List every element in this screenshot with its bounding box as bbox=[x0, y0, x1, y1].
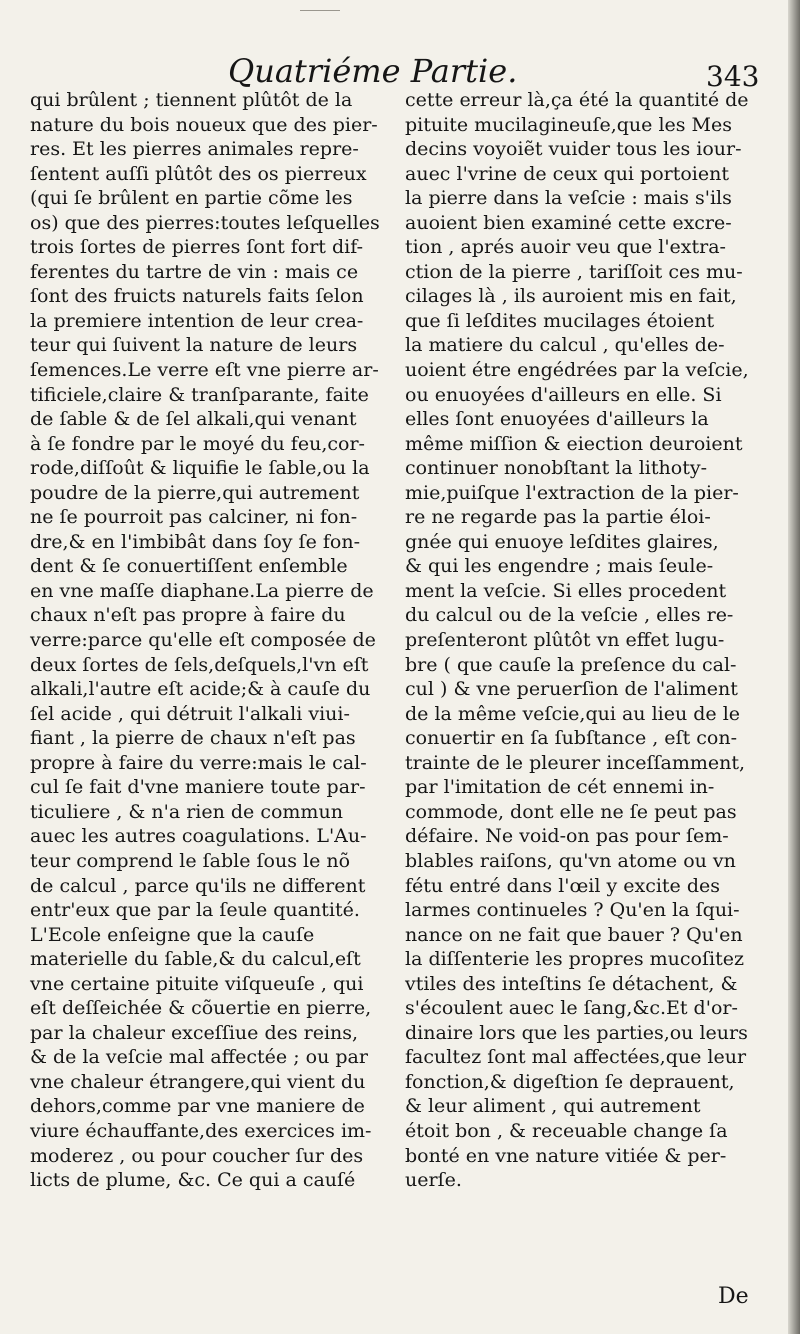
left-column-line: eſt deſſeichée & cõuertie en pierre, bbox=[30, 997, 372, 1020]
left-column-line: qui brûlent ; tiennent plûtôt de la bbox=[30, 89, 353, 111]
right-column-line: trainte de le pleurer inceſſamment, bbox=[405, 751, 746, 774]
right-column-line: vtiles des inteſtins ſe détachent, & bbox=[405, 972, 738, 995]
left-column-line: L'Ecole enſeigne que la cauſe bbox=[30, 923, 315, 946]
left-column-line: verre:parce qu'elle eſt composée de bbox=[30, 629, 376, 652]
left-column-line: auec les autres coagulations. L'Au- bbox=[30, 825, 367, 848]
right-column-line: s'écoulent auec le ſang,&c.Et d'or- bbox=[405, 997, 738, 1020]
right-column-line: bre ( que cauſe la preſence du cal- bbox=[405, 653, 737, 676]
left-column-line: teur comprend le ſable ſous le nõ bbox=[30, 849, 351, 872]
left-column-line: dent & ſe conuertiſſent enſemble bbox=[30, 555, 348, 578]
right-column-line: continuer nonobſtant la lithoty- bbox=[405, 457, 707, 480]
left-column-line: teur qui ſuivent la nature de leurs bbox=[30, 334, 358, 357]
left-column-line: (qui ſe brûlent en partie cõme les bbox=[30, 187, 353, 210]
right-column-line: cul ) & vne peruerſion de l'aliment bbox=[405, 678, 738, 701]
right-column-line: même miſſion & eiection deuroient bbox=[405, 432, 743, 455]
left-column-line: par la chaleur exceſſiue des reins, bbox=[30, 1021, 359, 1044]
running-head: Quatriéme Partie. bbox=[228, 52, 518, 90]
right-column-line: la matiere du calcul , qu'elles de- bbox=[405, 334, 725, 357]
right-column-line: défaire. Ne void-on pas pour ſem- bbox=[405, 825, 729, 848]
left-column-line: vne certaine pituite viſqueuſe , qui bbox=[30, 972, 364, 995]
right-column-line: mie,puiſque l'extraction de la pier- bbox=[405, 481, 739, 504]
left-column-line: ſel acide , qui détruit l'alkali viui- bbox=[30, 702, 350, 725]
right-column-line: ction de la pierre , tariſſoit ces mu- bbox=[405, 260, 743, 283]
left-column-line: ferentes du tartre de vin : mais ce bbox=[30, 260, 359, 283]
left-column-line: ticuliere , & n'a rien de commun bbox=[30, 800, 343, 823]
left-column-line: dehors,comme par vne maniere de bbox=[30, 1095, 365, 1118]
left-column-line: poudre de la pierre,qui autrement bbox=[30, 481, 360, 504]
left-column-line: ſont des fruicts naturels faits ſelon bbox=[30, 285, 364, 308]
right-column-line: du calcul ou de la veſcie , elles re- bbox=[405, 604, 734, 627]
left-column-line: res. Et les pierres animales repre- bbox=[30, 138, 359, 161]
right-column-line: ment la veſcie. Si elles procedent bbox=[405, 579, 727, 602]
right-column-line: dinaire lors que les parties,ou leurs bbox=[405, 1021, 748, 1044]
right-column-line: uoient étre engédrées par la veſcie, bbox=[405, 359, 749, 382]
right-column-line: & qui les engendre ; mais ſeule- bbox=[405, 555, 714, 578]
right-column-line: bonté en vne nature vitiée & per- bbox=[405, 1144, 727, 1167]
right-column-line: gnée qui enuoye leſdites glaires, bbox=[405, 530, 719, 553]
right-column-line: par l'imitation de cét ennemi in- bbox=[405, 776, 715, 799]
right-text-column bbox=[405, 88, 765, 1193]
left-column-line: os) que des pierres:toutes leſquelles bbox=[30, 211, 380, 234]
left-column-line: trois ſortes de pierres ſont fort dif- bbox=[30, 236, 364, 259]
catchword: De bbox=[718, 1284, 749, 1309]
right-column-line: facultez ſont mal affectées,que leur bbox=[405, 1046, 747, 1069]
right-column-line: fonction,& digeſtion ſe deprauent, bbox=[405, 1070, 735, 1093]
right-column-line: cilages là , ils auroient mis en fait, bbox=[405, 285, 737, 308]
left-column-line: vne chaleur étrangere,qui vient du bbox=[30, 1070, 366, 1093]
right-column-line: cette erreur là,ça été la quantité de bbox=[405, 89, 749, 111]
right-column-line: de la même veſcie,qui au lieu de le bbox=[405, 702, 741, 725]
left-column-line: propre à faire du verre:mais le cal- bbox=[30, 751, 367, 774]
left-text-column bbox=[30, 88, 390, 1193]
left-column-line: fiant , la pierre de chaux n'eſt pas bbox=[30, 727, 356, 750]
page-number: 343 bbox=[706, 60, 760, 93]
right-column-line: larmes continueles ? Qu'en la ſqui- bbox=[405, 899, 740, 922]
left-column-line: à ſe fondre par le moyé du feu,cor- bbox=[30, 432, 365, 455]
right-column-line: étoit bon , & receuable change ſa bbox=[405, 1119, 728, 1142]
left-column-line: rode,diſſoût & liquifie le ſable,ou la bbox=[30, 457, 370, 480]
right-column-line: commode, dont elle ne ſe peut pas bbox=[405, 800, 737, 823]
left-column-line: cul ſe fait d'vne maniere toute par- bbox=[30, 776, 366, 799]
left-column-line: nature du bois noueux que des pier- bbox=[30, 113, 378, 136]
left-column-line: & de la veſcie mal affectée ; ou par bbox=[30, 1046, 368, 1069]
right-column-line: preſenteront plûtôt vn effet lugu- bbox=[405, 629, 725, 652]
left-column-line: entr'eux que par la ſeule quantité. bbox=[30, 899, 360, 922]
left-column-line: moderez , ou pour coucher ſur des bbox=[30, 1144, 364, 1167]
left-column-line: tificiele,claire & tranſparante, faite bbox=[30, 383, 369, 406]
right-column-line: blables raiſons, qu'vn atome ou vn bbox=[405, 849, 736, 872]
left-column-line: la premiere intention de leur crea- bbox=[30, 309, 364, 332]
right-column-line: la diſſenterie les propres mucoſitez bbox=[405, 948, 744, 971]
right-column-line: elles ſont enuoyées d'ailleurs la bbox=[405, 408, 709, 431]
left-column-line: materielle du ſable,& du calcul,eſt bbox=[30, 948, 361, 971]
page-edge-shadow bbox=[788, 0, 800, 1334]
left-column-line: dre,& en l'imbibât dans ſoy ſe fon- bbox=[30, 530, 361, 553]
left-column-line: ſemences.Le verre eſt vne pierre ar- bbox=[30, 359, 379, 382]
top-rule bbox=[300, 10, 340, 11]
left-column-line: en vne maſſe diaphane.La pierre de bbox=[30, 579, 374, 602]
right-column-line: conuertir en ſa ſubſtance , eſt con- bbox=[405, 727, 737, 750]
right-column-line: re ne regarde pas la partie éloi- bbox=[405, 506, 711, 529]
right-column-line: auoient bien examiné cette excre- bbox=[405, 211, 732, 234]
right-column-line: que ſi leſdites mucilages étoient bbox=[405, 309, 715, 332]
right-column-line: ou enuoyées d'ailleurs en elle. Si bbox=[405, 383, 722, 406]
right-column-line: decins voyoiẽt vuider tous les iour- bbox=[405, 138, 742, 161]
left-column-line: de calcul , parce qu'ils ne different bbox=[30, 874, 366, 897]
right-column-line: fétu entré dans l'œil y excite des bbox=[405, 874, 720, 897]
left-column-line: ne ſe pourroit pas calciner, ni fon- bbox=[30, 506, 358, 529]
right-column-line: nance on ne fait que bauer ? Qu'en bbox=[405, 923, 743, 946]
right-column-line: tion , aprés auoir veu que l'extra- bbox=[405, 236, 726, 259]
left-column-line: ſentent auſſi plûtôt des os pierreux bbox=[30, 162, 367, 185]
left-column-line: de ſable & de ſel alkali,qui venant bbox=[30, 408, 357, 431]
right-column-line: la pierre dans la veſcie : mais s'ils bbox=[405, 187, 732, 210]
right-column-line: & leur aliment , qui autrement bbox=[405, 1095, 701, 1118]
left-column-line: chaux n'eſt pas propre à faire du bbox=[30, 604, 346, 627]
left-column-line: licts de plume, &c. Ce qui a cauſé bbox=[30, 1169, 356, 1192]
left-column-line: viure échauffante,des exercices im- bbox=[30, 1119, 372, 1142]
right-column-line: uerſe. bbox=[405, 1169, 462, 1192]
right-column-line: pituite mucilagineuſe,que les Mes bbox=[405, 113, 732, 136]
right-column-line: auec l'vrine de ceux qui portoient bbox=[405, 162, 729, 185]
left-column-line: alkali,l'autre eſt acide;& à cauſe du bbox=[30, 678, 371, 701]
left-column-line: deux ſortes de ſels,deſquels,l'vn eſt bbox=[30, 653, 369, 676]
